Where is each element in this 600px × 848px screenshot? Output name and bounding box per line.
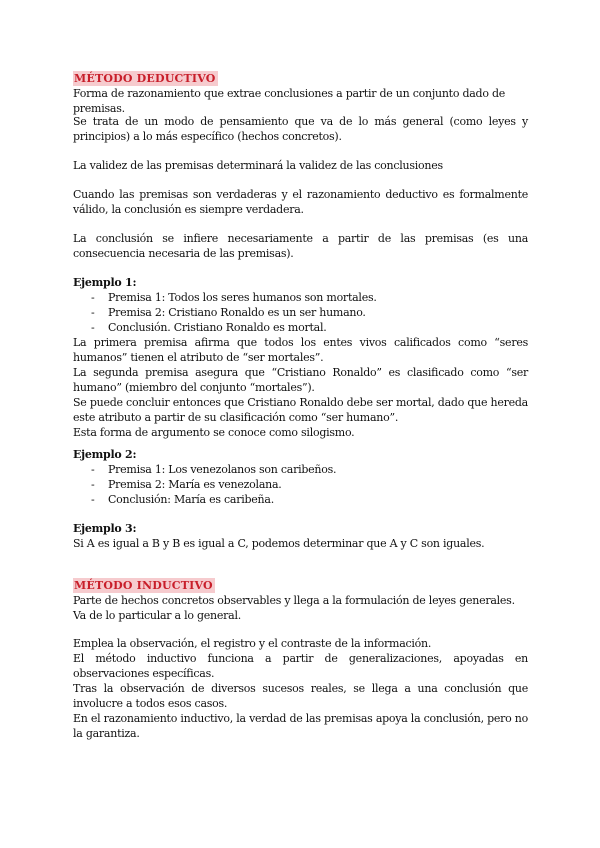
list-item: - Premisa 2: Cristiano Ronaldo es un ser humano. xyxy=(73,305,528,320)
list-item: - Conclusión: María es caribeña. xyxy=(73,492,528,507)
inductive-heading: MÉTODO INDUCTIVO xyxy=(74,579,213,592)
example-1-explanation: La segunda premisa asegura que “Cristiano Ronaldo” es clasificado como “ser humano” (miembro del conjunto “mortales”). xyxy=(73,366,528,394)
deductive-heading: MÉTODO DEDUCTIVO xyxy=(74,72,216,85)
example-1-list xyxy=(73,290,528,335)
deductive-inferred-paragraph: La conclusión se infiere necesariamente a partir de las premisas (es una consecuencia necesaria de las premisas). xyxy=(73,232,528,260)
example-2-list xyxy=(73,462,528,507)
list-item: - Premisa 1: Todos los seres humanos son mortales. xyxy=(73,290,528,305)
example-3-title: Ejemplo 3: xyxy=(73,522,137,535)
deductive-general-paragraph: Se trata de un modo de pensamiento que va de lo más general (como leyes y principios) a lo más específico (hechos concretos). xyxy=(73,115,528,143)
inductive-line-2: Va de lo particular a lo general. xyxy=(73,609,241,622)
example-3 xyxy=(73,521,528,551)
list-item: - Premisa 2: María es venezolana. xyxy=(73,477,528,492)
example-2 xyxy=(73,447,528,507)
inductive-line-1: Parte de hechos concretos observables y llega a la formulación de leyes generales. xyxy=(73,594,515,607)
example-1-title: Ejemplo 1: xyxy=(73,276,137,289)
example-1-explanation: Esta forma de argumento se conoce como silogismo. xyxy=(73,426,355,439)
deductive-validity-paragraph: La validez de las premisas determinará la validez de las conclusiones xyxy=(73,159,443,172)
example-2-title: Ejemplo 2: xyxy=(73,448,137,461)
example-1-explanation: La primera premisa afirma que todos los entes vivos calificados como “seres humanos” tienen el atributo de “ser mortales”. xyxy=(73,336,528,364)
inductive-body xyxy=(73,636,528,741)
inductive-intro xyxy=(73,578,528,623)
list-item: - Conclusión. Cristiano Ronaldo es mortal. xyxy=(73,320,528,335)
example-1-explanation: Se puede concluir entonces que Cristiano Ronaldo debe ser mortal, dado que hereda este atributo a partir de su clasificación como “ser humano”. xyxy=(73,396,528,424)
deductive-definition: Forma de razonamiento que extrae conclusiones a partir de un conjunto dado de premisas. xyxy=(73,87,506,115)
example-1 xyxy=(73,275,528,440)
inductive-paragraph: El método inductivo funciona a partir de generalizaciones, apoyadas en observaciones específicas. xyxy=(73,652,528,680)
example-3-text: Si A es igual a B y B es igual a C, podemos determinar que A y C son iguales. xyxy=(73,537,485,550)
deductive-true-paragraph: Cuando las premisas son verdaderas y el razonamiento deductivo es formalmente válido, la conclusión es siempre verdadera. xyxy=(73,188,528,216)
inductive-paragraph: Tras la observación de diversos sucesos reales, se llega a una conclusión que involucre a todos esos casos. xyxy=(73,682,528,710)
inductive-paragraph: En el razonamiento inductivo, la verdad de las premisas apoya la conclusión, pero no la garantiza. xyxy=(73,712,529,740)
deductive-intro xyxy=(73,71,528,116)
list-item: - Premisa 1: Los venezolanos son caribeños. xyxy=(73,462,528,477)
inductive-paragraph: Emplea la observación, el registro y el contraste de la información. xyxy=(73,637,432,650)
